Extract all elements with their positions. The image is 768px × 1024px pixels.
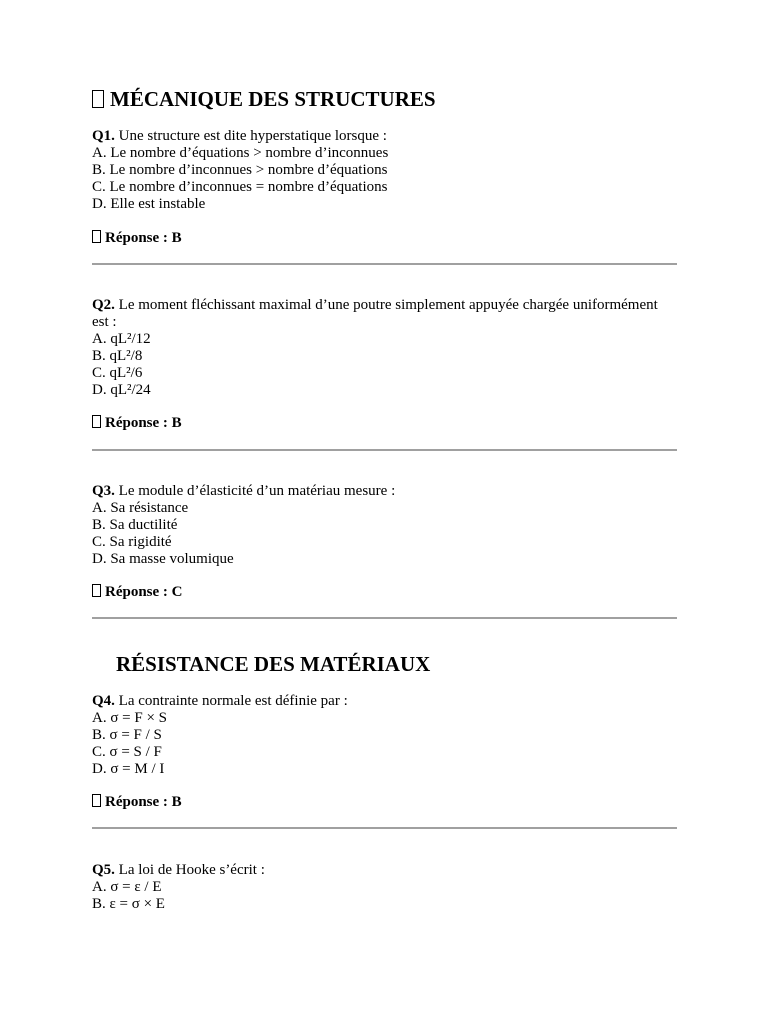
option-c: C. Le nombre d’inconnues = nombre d’équations [92, 179, 388, 195]
missing-glyph-icon [92, 584, 101, 597]
answer-q2: Réponse : B [92, 415, 182, 432]
option-b: B. Le nombre d’inconnues > nombre d’équations [92, 162, 388, 178]
option-a: A. σ = F × S [92, 710, 168, 726]
option-d: D. Sa masse volumique [92, 551, 234, 567]
divider [92, 449, 677, 451]
section-title: RÉSISTANCE DES MATÉRIAUX [116, 652, 431, 676]
question-q2 [92, 297, 677, 399]
section-title: MÉCANIQUE DES STRUCTURES [92, 87, 677, 111]
question-text: Q2. Le moment fléchissant maximal d’une poutre simplement appuyée chargée uniformément est : [92, 297, 658, 330]
question-q3 [92, 483, 677, 568]
missing-glyph-icon [92, 415, 101, 428]
question-number: Q1. [92, 128, 115, 144]
question-number: Q5. [92, 862, 115, 878]
option-a: A. σ = ε / E [92, 879, 162, 895]
missing-glyph-icon [92, 794, 101, 807]
question-text: Q4. La contrainte normale est définie par : [92, 693, 348, 709]
question-text: Q3. Le module d’élasticité d’un matériau mesure : [92, 483, 396, 499]
missing-glyph-icon [92, 90, 104, 108]
question-text: Q5. La loi de Hooke s’écrit : [92, 862, 265, 878]
question-q1 [92, 128, 677, 213]
option-a: A. Le nombre d’équations > nombre d’inconnues [92, 145, 389, 161]
option-b: B. Sa ductilité [92, 517, 178, 533]
option-a: A. qL²/12 [92, 331, 151, 347]
option-b: B. σ = F / S [92, 727, 162, 743]
option-a: A. Sa résistance [92, 500, 189, 516]
question-q4 [92, 693, 677, 778]
option-d: D. Elle est instable [92, 196, 206, 212]
missing-glyph-icon [92, 230, 101, 243]
answer-q3: Réponse : C [92, 584, 183, 601]
divider [92, 827, 677, 829]
option-c: C. Sa rigidité [92, 534, 172, 550]
option-b: B. qL²/8 [92, 348, 143, 364]
question-number: Q4. [92, 693, 115, 709]
answer-q4: Réponse : B [92, 794, 182, 811]
option-c: C. σ = S / F [92, 744, 162, 760]
option-c: C. qL²/6 [92, 365, 143, 381]
option-b: B. ε = σ × E [92, 896, 165, 912]
question-number: Q3. [92, 483, 115, 499]
divider [92, 617, 677, 619]
divider [92, 263, 677, 265]
option-d: D. qL²/24 [92, 382, 151, 398]
answer-q1: Réponse : B [92, 230, 182, 247]
question-q5 [92, 862, 677, 913]
option-d: D. σ = M / I [92, 761, 165, 777]
question-number: Q2. [92, 297, 115, 313]
question-text: Q1. Une structure est dite hyperstatique lorsque : [92, 128, 387, 144]
